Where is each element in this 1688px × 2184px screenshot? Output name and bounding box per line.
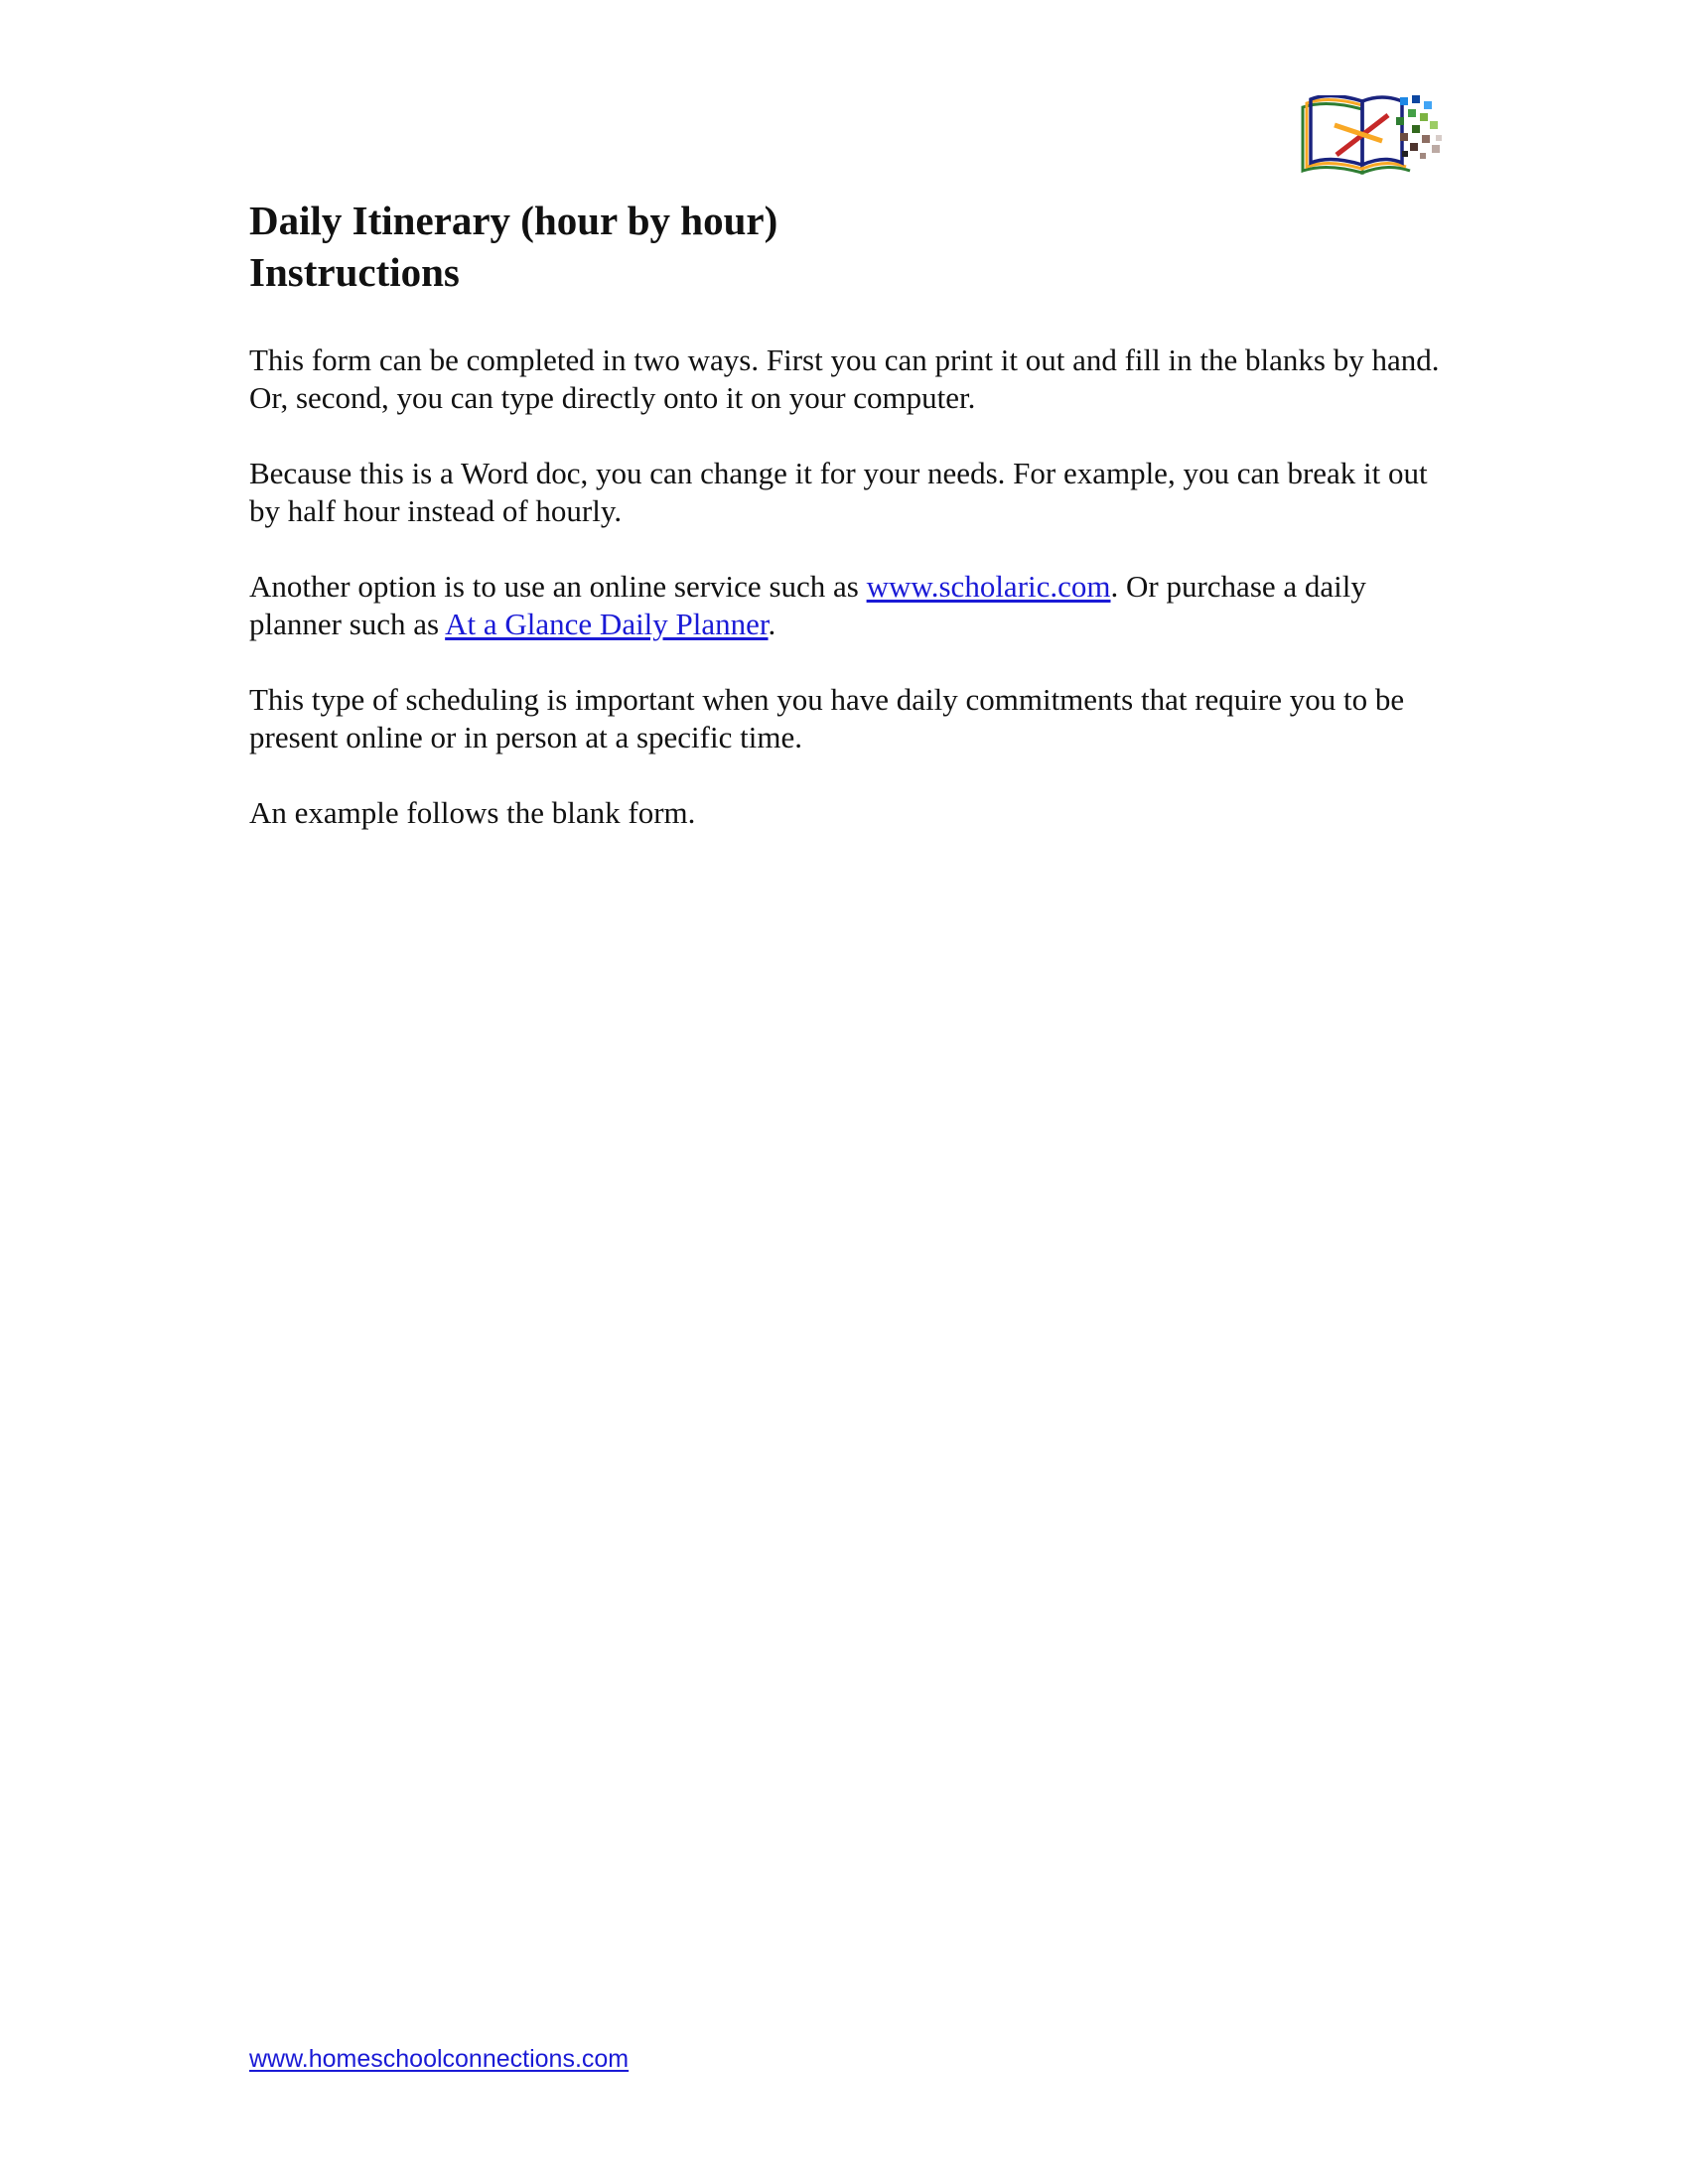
paragraph-text: Another option is to use an online service such as (249, 569, 867, 604)
title-line-1: Daily Itinerary (hour by hour) (249, 198, 778, 243)
daily-planner-link[interactable]: At a Glance Daily Planner (445, 607, 769, 641)
scholaric-link[interactable]: www.scholaric.com (866, 569, 1111, 604)
footer-website-link[interactable]: www.homeschoolconnections.com (249, 2045, 630, 2073)
title-line-2: Instructions (249, 249, 460, 295)
paragraph-example-note: An example follows the blank form. (249, 795, 696, 830)
paragraph-text: . (768, 607, 776, 641)
instructions-content (249, 195, 1441, 832)
paragraph-other-options (249, 568, 1441, 643)
paragraph-word-doc-customization: Because this is a Word doc, you can change it for your needs. For example, you can break it out by half hour instead of hourly. (249, 456, 1428, 528)
paragraph-text: . Or purchase a daily planner such as (249, 569, 1366, 641)
paragraph-scheduling-importance: This type of scheduling is important when you have daily commitments that require you to be present online or in person at a specific time. (249, 682, 1405, 754)
open-book-cross-pixel-logo-icon (1297, 95, 1444, 179)
page-title (249, 195, 1441, 298)
paragraph-completion-methods: This form can be completed in two ways. First you can print it out and fill in the blanks by hand. Or, second, you can type directly onto it on your computer. (249, 342, 1440, 415)
